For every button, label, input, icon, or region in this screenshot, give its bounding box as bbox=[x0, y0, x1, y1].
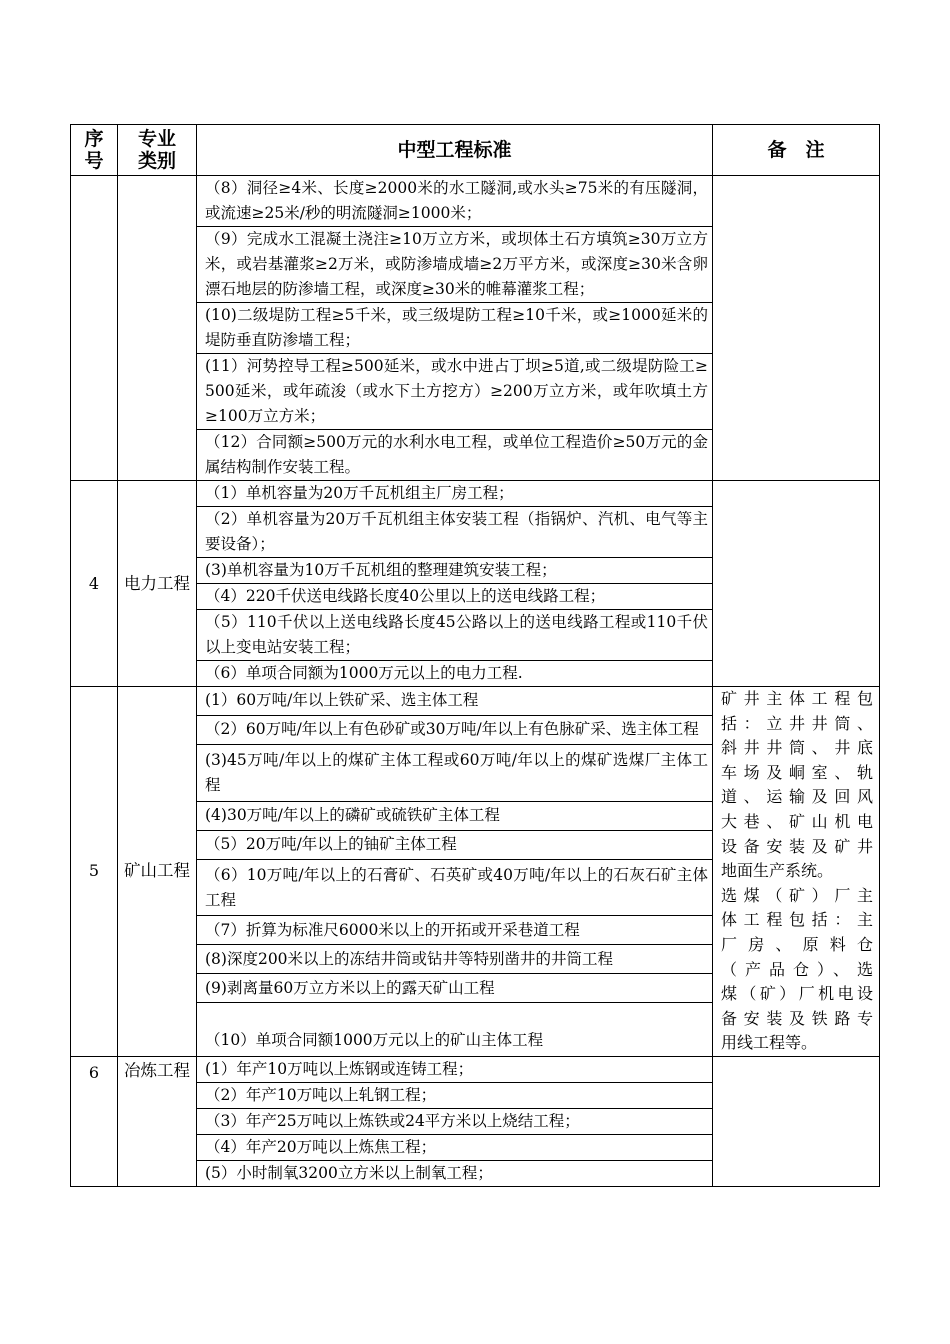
remark-line: 斜井井筒、井底 bbox=[721, 738, 873, 758]
group-water-conservancy bbox=[71, 176, 880, 481]
remark-line: 厂房、原料仓 bbox=[721, 934, 873, 954]
remark-line: 选煤（矿）厂主 bbox=[721, 885, 873, 905]
standard-item: （9）完成水工混凝土浇注≥10万立方米，或坝体土石方填筑≥30万立方米，或岩基灌浆≥2万米，或防渗墙成墙≥2万平方米，或深度≥30米含卵漂石地层的防渗墙工程，或深度≥30米的帷幕灌浆工程； bbox=[197, 227, 713, 303]
standard-item: (3)单机容量为10万千瓦机组的整理建筑安装工程； bbox=[197, 558, 713, 584]
standard-item: (1）年产10万吨以上炼钢或连铸工程； bbox=[197, 1056, 713, 1082]
group-number: 4 bbox=[71, 481, 118, 687]
standard-item: (1）60万吨/年以上铁矿采、选主体工程 bbox=[197, 687, 713, 716]
group-remark bbox=[713, 1056, 880, 1186]
remark-line: 矿井主体工程包 bbox=[721, 689, 873, 708]
standard-item: （8）洞径≥4米、长度≥2000米的水工隧洞,或水头≥75米的有压隧洞，或流速≥25米/秒的明流隧洞≥1000米； bbox=[197, 176, 713, 227]
header-standard: 中型工程标准 bbox=[197, 125, 713, 176]
remark-line: 括：立井井筒、 bbox=[721, 713, 873, 733]
standard-item: (5）小时制氧3200立方米以上制氧工程； bbox=[197, 1160, 713, 1186]
standard-item: （5）110千伏以上送电线路长度45公路以上的送电线路工程或110千伏以上变电站安装工程； bbox=[197, 610, 713, 661]
table-header-row bbox=[71, 125, 880, 176]
standard-item: （2）单机容量为20万千瓦机组主体安装工程（指锅炉、汽机、电气等主要设备）； bbox=[197, 507, 713, 558]
standard-item: （2）60万吨/年以上有色砂矿或30万吨/年以上有色脉矿采、选主体工程 bbox=[197, 715, 713, 744]
table-row bbox=[71, 687, 880, 716]
engineering-standards-table bbox=[70, 124, 880, 1187]
standard-item: (8)深度200米以上的冻结井筒或钻井等特别凿井的井筒工程 bbox=[197, 945, 713, 974]
standard-item: (9)剥离量60万立方米以上的露天矿山工程 bbox=[197, 974, 713, 1003]
table-row bbox=[71, 176, 880, 227]
group-category: 电力工程 bbox=[118, 481, 197, 687]
group-category bbox=[118, 176, 197, 481]
standard-item: （12）合同额≥500万元的水利水电工程，或单位工程造价≥50万元的金属结构制作安装工程。 bbox=[197, 430, 713, 481]
group-number: 5 bbox=[71, 687, 118, 1057]
header-seq: 序号 bbox=[71, 125, 118, 176]
group-remark bbox=[713, 176, 880, 481]
standard-item: (11）河势控导工程≥500延米，或水中进占丁坝≥5道,或二级堤防险工≥500延米，或年疏浚（或水下土方挖方）≥200万立方米，或年吹填土方≥100万立方米； bbox=[197, 354, 713, 430]
standard-item: (3)45万吨/年以上的煤矿主体工程或60万吨/年以上的煤矿选煤厂主体工程 bbox=[197, 744, 713, 801]
header-remark: 备 注 bbox=[713, 125, 880, 176]
remark-line: 大巷、矿山机电 bbox=[721, 811, 873, 831]
remark-line: 地面生产系统。 bbox=[721, 861, 834, 881]
standard-item: （7）折算为标准尺6000米以上的开拓或开采巷道工程 bbox=[197, 916, 713, 945]
remark-line: 车场及峒室、轨 bbox=[721, 762, 873, 782]
standard-item: （10）单项合同额1000万元以上的矿山主体工程 bbox=[197, 1003, 713, 1057]
standard-item: （6）10万吨/年以上的石膏矿、石英矿或40万吨/年以上的石灰石矿主体工程 bbox=[197, 859, 713, 916]
standard-item: （3）年产25万吨以上炼铁或24平方米以上烧结工程； bbox=[197, 1108, 713, 1134]
standard-item: （4）220千伏送电线路长度40公里以上的送电线路工程； bbox=[197, 584, 713, 610]
remark-line: 用线工程等。 bbox=[721, 1033, 818, 1053]
group-number bbox=[71, 176, 118, 481]
standard-item: （6）单项合同额为1000万元以上的电力工程. bbox=[197, 661, 713, 687]
group-remark bbox=[713, 481, 880, 687]
group-smelting bbox=[71, 1056, 880, 1186]
remark-line: 备安装及铁路专 bbox=[721, 1008, 873, 1028]
standard-item: （1）单机容量为20万千瓦机组主厂房工程； bbox=[197, 481, 713, 507]
remark-line: 道、运输及回风 bbox=[721, 787, 873, 807]
standard-item: (10)二级堤防工程≥5千米，或三级堤防工程≥10千米，或≥1000延米的堤防垂直防渗墙工程； bbox=[197, 303, 713, 354]
group-category: 矿山工程 bbox=[118, 687, 197, 1057]
standard-item: (4)30万吨/年以上的磷矿或硫铁矿主体工程 bbox=[197, 801, 713, 830]
header-category: 专业类别 bbox=[118, 125, 197, 176]
group-electric-power bbox=[71, 481, 880, 687]
table-row bbox=[71, 481, 880, 507]
group-mining bbox=[71, 687, 880, 1057]
remark-line: 煤（矿）厂机电设 bbox=[721, 984, 873, 1004]
standard-item: （5）20万吨/年以上的铀矿主体工程 bbox=[197, 830, 713, 859]
group-number: 6 bbox=[71, 1056, 118, 1186]
remark-line: 体工程包括：主 bbox=[721, 910, 873, 930]
group-remark bbox=[713, 687, 880, 1057]
table-row bbox=[71, 1056, 880, 1082]
remark-line: 设备安装及矿井 bbox=[721, 836, 873, 856]
remark-line: （产品仓）、选 bbox=[721, 959, 873, 979]
standard-item: （2）年产10万吨以上轧钢工程； bbox=[197, 1082, 713, 1108]
group-category: 冶炼工程 bbox=[118, 1056, 197, 1186]
standard-item: （4）年产20万吨以上炼焦工程； bbox=[197, 1134, 713, 1160]
